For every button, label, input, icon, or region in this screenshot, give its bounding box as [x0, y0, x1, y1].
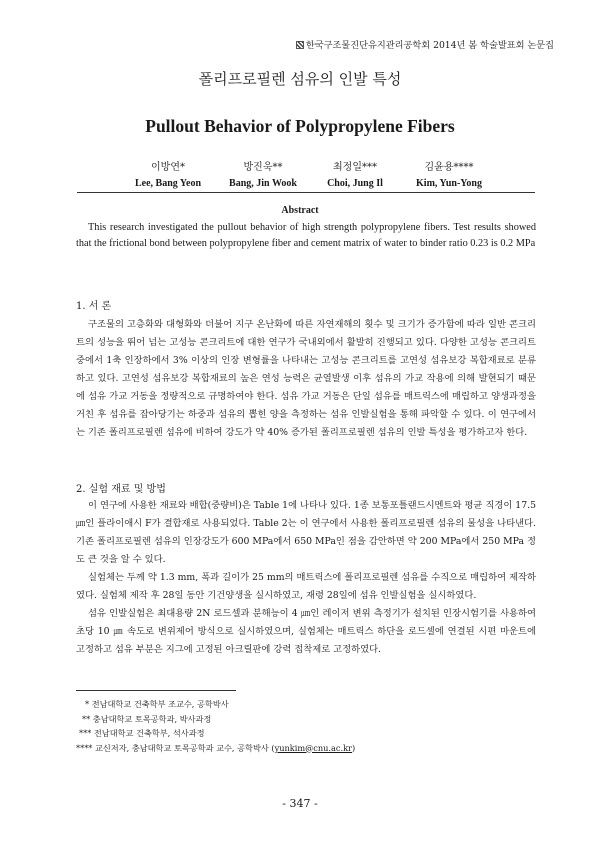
footnote-2: ** 충남대학교 토목공학과, 박사과정 — [82, 713, 212, 724]
title-korean: 폴리프로필렌 섬유의 인발 특성 — [198, 70, 402, 88]
abstract-title: Abstract — [281, 205, 319, 216]
footnote-1: * 전남대학교 건축학부 조교수, 공학박사 — [85, 699, 229, 709]
section-heading-introduction: 1. 서 론 — [76, 301, 112, 312]
footnote-divider — [76, 690, 236, 691]
intro-paragraph: 구조물의 고층화와 대형화와 더불어 지구 온난화에 따른 자연재해의 횟수 및 크기가 증가함에 따라 일반 콘크리트의 성능을 뛰어 넘는 고성능 콘크리트에 대한 연구가 국내외에서 활발히 진행되고 있다. 다양한 고성능 콘크리트 중에서 1축 인장하에서 3% 이상의 인장 변형률을 나타내는 고성능 콘크리트를 고연성 섬유보강 복합재료로 분류하고 있다. 고연성 섬유보강 복합재료의 높은 연성 능력은 균열발생 이후 섬유의 가교 작용에 의해 발현되기 때문에 섬유 가교 거동을 정량적으로 규명하여야 한다. 섬유 가교 거동은 단일 섬유를 매트릭스에 매립하고 양생과정을 거친 후 섬유를 잡아당기는 하중과 섬유의 뽑힌 양을 측정하는 섬유 인발실험을 통해 파악할 수 있다. 이 연구에서는 기존 폴리프로필렌 섬유에 비하여 강도가 약 40% 증가된 폴리프로필렌 섬유의 인발 특성을 평가하고자 한다. — [76, 319, 536, 438]
header-divider — [77, 192, 535, 193]
author-email-link[interactable]: yunkim@cnu.ac.kr — [274, 742, 352, 753]
author-name-ko: 김윤용**** — [424, 162, 474, 173]
author-name-en: Bang, Jin Wook — [229, 178, 297, 189]
section-heading-methods: 2. 실험 재료 및 방법 — [76, 484, 166, 495]
footnote-4 — [76, 741, 355, 756]
running-header — [296, 37, 554, 51]
methods-paragraph-3: 섬유 인발실험은 최대용량 2N 로드셀과 분해능이 4 ㎛인 레이저 변위 측정기가 설치된 인장시험기를 사용하여 초당 10 ㎛ 속도로 변위제어 방식으로 실시하였으며, 실험체는 매트릭스 하단을 로드셀에 연결된 시편 마운트에 고정하고 섬유 부분은 지그에 고정된 아크릴판에 강력 접착제로 고정하였다. — [76, 608, 536, 655]
author-name-ko: 방진욱** — [243, 162, 283, 173]
author-1 — [113, 158, 223, 189]
title-english: Pullout Behavior of Polypropylene Fibers — [145, 116, 455, 136]
methods-paragraph-2: 실험체는 두께 약 1.3 mm, 폭과 길이가 25 mm의 매트릭스에 폴리프로필렌 섬유를 수직으로 매립하여 제작하였다. 실험체 제작 후 28일 동안 기건양생을 실시하였고, 재령 28일에 섬유 인발실험을 실시하였다. — [76, 572, 536, 601]
footnotes — [76, 697, 355, 755]
author-name-en: Choi, Jung Il — [327, 178, 383, 189]
abstract-body: This research investigated the pullout behavior of high strength polypropylene fibers. Test results showed that the frictional bond between polypropylene fiber and cement matrix of water to binder ratio 0.23 is 0.2 MPa — [76, 222, 536, 249]
author-name-ko: 이방연* — [151, 162, 185, 173]
running-header-text: 한국구조물진단유지관리공학회 2014년 봄 학술발표회 논문집 — [305, 40, 554, 51]
page-number: - 347 - — [282, 797, 318, 810]
footnote-4-text: **** 교신저자, 충남대학교 토목공학과 교수, 공학박사 ( — [76, 742, 275, 753]
methods-paragraph-1: 이 연구에 사용한 재료와 배합(중량비)은 Table 1에 나타나 있다. 1종 보통포틀랜드시멘트와 평균 직경이 17.5 ㎛인 플라이애시 F가 결합재로 사용되었다. Table 2는 이 연구에서 사용한 폴리프로필렌 섬유의 물성을 나타낸다. 기존 폴리프로필렌 섬유의 인장강도가 600 MPa에서 650 MPa인 점을 감안하면 약 200 MPa에서 250 MPa 정도 큰 것을 알 수 있다. — [76, 500, 536, 565]
footnote-4-suffix: ) — [351, 742, 356, 753]
author-name-en: Lee, Bang Yeon — [134, 178, 202, 189]
journal-logo-icon — [296, 41, 304, 49]
footnote-3: *** 전남대학교 건축학부, 석사과정 — [79, 728, 205, 738]
author-4 — [394, 158, 504, 189]
author-name-en: Kim, Yun-Yong — [416, 178, 482, 189]
author-name-ko: 최정일*** — [333, 162, 377, 173]
